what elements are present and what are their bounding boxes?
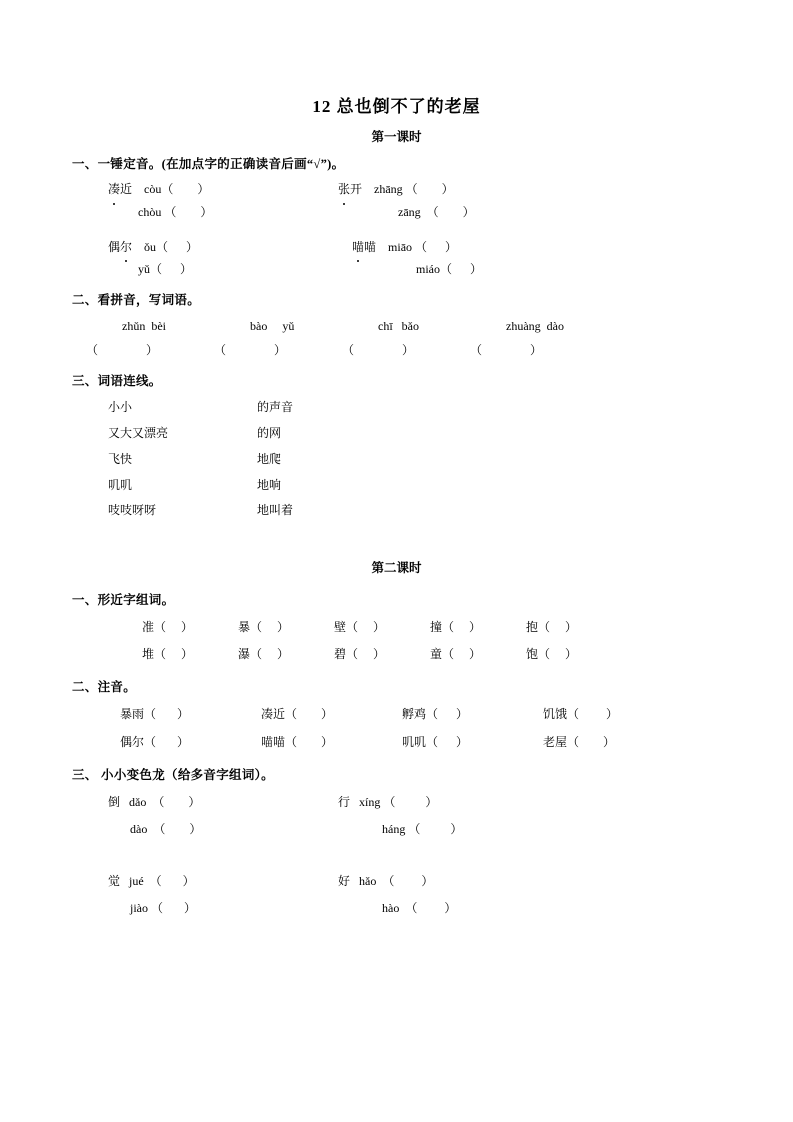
list-item: [72, 473, 721, 499]
match-left-word[interactable]: 小小: [108, 400, 133, 415]
match-right-word[interactable]: 地响: [257, 477, 282, 492]
similar-char-cell[interactable]: 碧（ ）: [334, 647, 386, 662]
pinyin-choice-left-alt: yǔ（ ）: [138, 262, 193, 277]
pinyin-choice-row: [72, 201, 721, 224]
pinyin-word: chī bǎo: [378, 319, 419, 334]
pinyin-choice-row: [72, 178, 721, 201]
similar-char-cell[interactable]: 壁（ ）: [334, 620, 386, 635]
polyphone-right[interactable]: háng （ ）: [382, 821, 463, 836]
match-left-word[interactable]: 叽叽: [108, 477, 133, 492]
phonetic-cell[interactable]: 喵喵（ ）: [261, 734, 334, 749]
pinyin-choice-left: [72, 178, 338, 201]
pinyin-choice-row: [72, 258, 721, 281]
pinyin-choice-row: [72, 236, 721, 259]
word-match-list: [72, 395, 721, 524]
phonetic-cell[interactable]: 饥饿（ ）: [543, 707, 619, 722]
pinyin-choice-left-alt: chòu （ ）: [138, 204, 213, 219]
dotted-char: 喵: [352, 236, 364, 259]
pinyin-word: bào yǔ: [250, 319, 295, 334]
similar-char-cell[interactable]: 堆（ ）: [142, 647, 194, 662]
phonetic-row: [72, 729, 721, 757]
dotted-char: 尔: [120, 236, 132, 259]
section-title-l2-3: 三、 小小变色龙（给多音字组词）。: [72, 768, 274, 783]
lesson-one-heading: 第一课时: [371, 130, 422, 144]
choice-word-left: 近: [120, 182, 133, 196]
answer-bracket[interactable]: （ ）: [86, 343, 159, 358]
polyphone-left[interactable]: jiào （ ）: [130, 900, 196, 915]
similar-char-cell[interactable]: 饱（ ）: [526, 647, 578, 662]
pinyin-choice-left: 偶尔 ǒu（ ）: [72, 236, 338, 259]
pinyin-word: zhuàng dào: [506, 319, 564, 334]
polyphone-right[interactable]: 行 xíng （ ）: [338, 795, 438, 810]
answer-bracket[interactable]: （ ）: [342, 343, 415, 358]
section-title-l1-3: 三、词语连线。: [72, 374, 162, 389]
list-item: [72, 498, 721, 524]
phonetic-cell[interactable]: 老屋（ ）: [543, 734, 616, 749]
match-left-word[interactable]: 飞快: [108, 451, 133, 466]
polyphone-row: [72, 816, 721, 842]
pinyin-choice-right-alt: zāng （ ）: [398, 204, 475, 219]
polyphone-left[interactable]: 倒 dǎo （ ）: [108, 795, 201, 810]
section-title-l1-1: 一、一锤定音。(在加点字的正确读音后画“√”)。: [72, 157, 345, 171]
polyphone-right[interactable]: hào （ ）: [382, 900, 457, 915]
answer-bracket[interactable]: （ ）: [470, 343, 543, 358]
list-item: [72, 395, 721, 421]
pinyin-choice-right-alt: miáo（ ）: [416, 262, 482, 277]
phonetic-cell[interactable]: 偶尔（ ）: [120, 734, 190, 749]
pinyin-word: zhǔn bèi: [122, 319, 166, 334]
pinyin-words-row: [72, 314, 721, 338]
choice-pinyin-left: ǒu（ ）: [144, 239, 199, 254]
polyphone-row: [72, 868, 721, 894]
similar-char-row: [72, 641, 721, 668]
page-title: 12 总也倒不了的老屋: [312, 97, 481, 116]
lesson-two-heading: 第二课时: [371, 561, 422, 576]
phonetic-cell[interactable]: 凑近（ ）: [261, 707, 334, 722]
phonetic-cell[interactable]: 暴雨（ ）: [120, 707, 190, 722]
polyphone-left[interactable]: 觉 jué （ ）: [108, 874, 195, 889]
dotted-char: 凑: [108, 178, 120, 201]
polyphone-right[interactable]: 好 hǎo （ ）: [338, 874, 434, 889]
polyphone-left[interactable]: dào （ ）: [130, 821, 202, 836]
similar-char-cell[interactable]: 准（ ）: [142, 620, 194, 635]
phonetic-row: [72, 701, 721, 729]
section-title-l1-2: 二、看拼音，写词语。: [72, 293, 201, 308]
similar-char-cell[interactable]: 抱（ ）: [526, 620, 578, 635]
pinyin-choice-right: 喵喵 miāo （ ）: [338, 236, 592, 259]
polyphone-row: [72, 789, 721, 815]
list-item: [72, 447, 721, 473]
polyphone-row: [72, 895, 721, 921]
similar-char-row: [72, 614, 721, 641]
similar-char-cell[interactable]: 暴（ ）: [238, 620, 290, 635]
pinyin-choice-right: 张开 zhāng （ ）: [338, 178, 578, 201]
similar-char-cell[interactable]: 瀑（ ）: [238, 647, 290, 662]
section-title-l2-1: 一、形近字组词。: [72, 593, 175, 608]
match-right-word[interactable]: 地爬: [257, 451, 282, 466]
similar-char-cell[interactable]: 撞（ ）: [430, 620, 482, 635]
dotted-char: 张: [338, 178, 350, 201]
match-left-word[interactable]: 又大又漂亮: [108, 425, 169, 440]
similar-char-cell[interactable]: 童（ ）: [430, 647, 482, 662]
match-right-word[interactable]: 的声音: [257, 400, 294, 415]
section-title-l2-2: 二、注音。: [72, 680, 137, 695]
phonetic-cell[interactable]: 孵鸡（ ）: [402, 707, 469, 722]
list-item: [72, 421, 721, 447]
answer-bracket[interactable]: （ ）: [214, 343, 287, 358]
phonetic-cell[interactable]: 叽叽（ ）: [402, 734, 469, 749]
choice-pinyin-left: còu（ ）: [144, 182, 210, 196]
answer-brackets-row: [72, 338, 721, 362]
choice-pinyin-right: zhāng （ ）: [374, 182, 454, 196]
match-left-word[interactable]: 吱吱呀呀: [108, 503, 157, 518]
match-right-word[interactable]: 地叫着: [257, 503, 294, 518]
choice-pinyin-right: miāo （ ）: [388, 239, 458, 254]
match-right-word[interactable]: 的网: [257, 425, 282, 440]
